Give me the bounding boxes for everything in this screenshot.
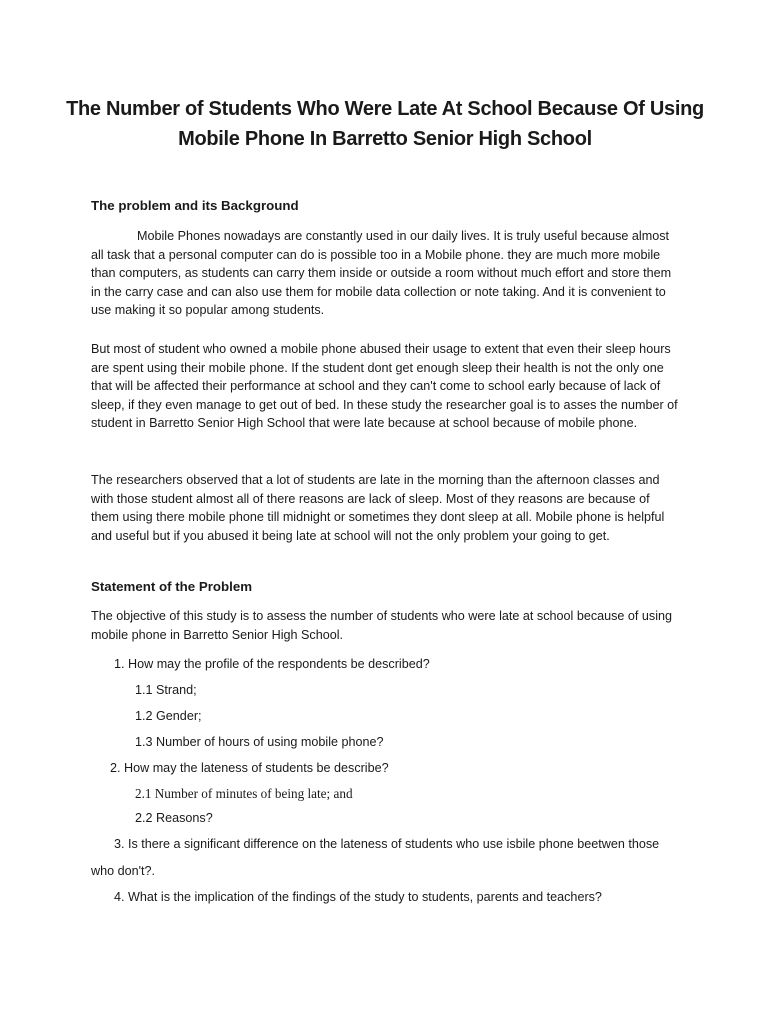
question-1-3: 1.3 Number of hours of using mobile phone?	[135, 735, 384, 749]
question-4: 4. What is the implication of the findings of the study to students, parents and teachers?	[114, 890, 602, 904]
question-2-1: 2.1 Number of minutes of being late; and	[135, 786, 353, 801]
question-3-continued: who don't?.	[91, 864, 156, 878]
document-title: The Number of Students Who Were Late At School Because Of Using Mobile Phone In Barretto Senior High School	[66, 98, 704, 150]
background-paragraph-1: Mobile Phones nowadays are constantly used in our daily lives. It is truly useful because almost all task that a personal computer can do is possible too in a Mobile phone. they are much more mobile than computers, as students can carry them inside or outside a room without much effort and store them in the carry case and can also use them for mobile data collection or note taking. And it is convenient to use making it so popular among students.	[91, 229, 672, 318]
question-2-2: 2.2 Reasons?	[135, 811, 213, 825]
section-heading-statement: Statement of the Problem	[91, 579, 253, 594]
question-3: 3. Is there a significant difference on the lateness of students who use isbile phone beetwen those	[114, 837, 660, 851]
section-heading-background: The problem and its Background	[91, 198, 299, 213]
statement-intro: The objective of this study is to assess the number of students who were late at school because of using mobile phone in Barretto Senior High School.	[91, 609, 673, 642]
question-2: 2. How may the lateness of students be describe?	[110, 761, 389, 775]
background-paragraph-2: But most of student who owned a mobile phone abused their usage to extent that even their sleep hours are spent using their mobile phone. If the student dont get enough sleep their health is not the only one that will be affected their performance at school and they can't come to school early because of lack of sleep, if they even manage to get out of bed. In these study the researcher goal is to asses the number of student in Barretto Senior High School that were late because at school because of mobile phone.	[91, 342, 678, 431]
question-1: 1. How may the profile of the respondents be described?	[114, 657, 430, 671]
question-1-2: 1.2 Gender;	[135, 709, 202, 723]
question-1-1: 1.1 Strand;	[135, 683, 197, 697]
background-paragraph-3: The researchers observed that a lot of students are late in the morning than the afternoon classes and with those student almost all of there reasons are lack of sleep. Most of they reasons are because of them using there mobile phone till midnight or sometimes they dont sleep at all. Mobile phone is helpful and useful but if you abused it being late at school will not the only problem your going to get.	[91, 473, 665, 543]
